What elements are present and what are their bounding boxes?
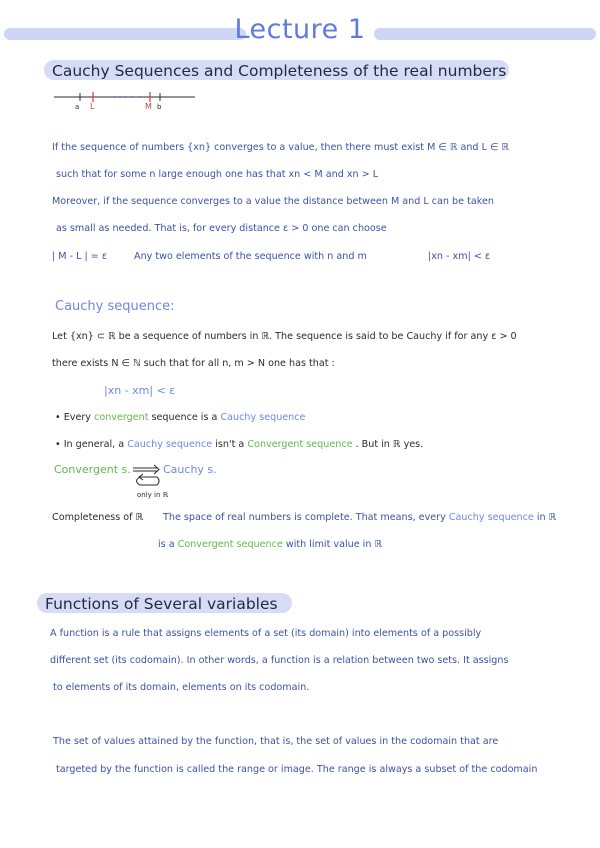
cauchy-formula: |xn - xm| < ε — [104, 384, 176, 397]
completeness-l1-post: in ℝ — [536, 512, 557, 523]
cauchy-heading: Cauchy sequence: — [55, 299, 175, 314]
completeness-l2-pre: is a — [158, 539, 175, 550]
section1-para-line-3: Moreover, if the sequence converges to a value the distance between M and L can be taken — [52, 196, 494, 207]
section1-formula-right: |xn - xm| < ε — [428, 251, 491, 262]
cauchy-definition-line-1: Let {xn} ⊂ ℝ be a sequence of numbers in ℝ. The sequence is said to be Cauchy if for any ε > 0 — [52, 331, 517, 342]
diagram-convergent-label: Convergent s. — [54, 463, 131, 476]
bullet1-mid: sequence is a — [151, 412, 218, 423]
section2-para2-line-2: targeted by the function is called the range or image. The range is always a subset of the codomain — [56, 764, 538, 775]
completeness-l2-post: with limit value in ℝ — [285, 539, 383, 550]
bullet1-convergent: convergent — [94, 412, 149, 423]
bullet2-convergent: Convergent sequence — [247, 439, 353, 450]
section1-formula-mid: Any two elements of the sequence with n and m — [134, 251, 367, 262]
cauchy-bullet-2 — [55, 439, 423, 450]
cauchy-definition-line-2: there exists N ∈ ℕ such that for all n, m > N one has that : — [52, 358, 335, 369]
number-line-label-L: L — [90, 102, 95, 111]
number-line-label-M: M — [145, 102, 152, 111]
number-line-label-b: b — [157, 103, 162, 111]
section1-heading: Cauchy Sequences and Completeness of the real numbers — [52, 62, 507, 80]
section2-para1-line-2: different set (its codomain). In other words, a function is a relation between two sets. It assigns — [50, 655, 509, 666]
completeness-line-1 — [163, 512, 556, 523]
section2-para2-line-1: The set of values attained by the function, that is, the set of values in the codomain that are — [53, 736, 499, 747]
page-title: Lecture 1 — [234, 14, 366, 45]
completeness-l2-convergent: Convergent sequence — [177, 539, 283, 550]
bullet1-cauchy: Cauchy sequence — [220, 412, 306, 423]
diagram-cauchy-label: Cauchy s. — [163, 463, 217, 476]
completeness-label: Completeness of ℝ — [52, 512, 144, 523]
section1-para-line-4: as small as needed. That is, for every distance ε > 0 one can choose — [56, 223, 387, 234]
diagram-note: only in ℝ — [137, 491, 169, 499]
completeness-line-2 — [158, 539, 382, 550]
section2-para1-line-1: A function is a rule that assigns elements of a set (its domain) into elements of a possibly — [50, 628, 482, 639]
section2-heading: Functions of Several variables — [45, 595, 278, 613]
bullet2-pre: • In general, a — [55, 439, 125, 450]
section1-para-line-1: If the sequence of numbers {xn} converges to a value, then there must exist M ∈ ℝ and L ∈ ℝ — [52, 142, 509, 153]
cauchy-bullet-1 — [55, 412, 305, 423]
completeness-l1-pre: The space of real numbers is complete. That means, every — [163, 512, 446, 523]
completeness-l1-cauchy: Cauchy sequence — [448, 512, 534, 523]
bullet2-mid: isn't a — [215, 439, 245, 450]
section2-para1-line-3: to elements of its domain, elements on its codomain. — [53, 682, 310, 693]
bullet2-cauchy: Cauchy sequence — [127, 439, 213, 450]
number-line-label-a: a — [75, 103, 80, 111]
implication-arrows-icon — [131, 460, 163, 488]
section1-formula-left: | M - L | = ε — [52, 251, 108, 262]
bullet1-pre: • Every — [55, 412, 91, 423]
section1-para-line-2: such that for some n large enough one has that xn < M and xn > L — [56, 169, 379, 180]
bullet2-post: . But in ℝ yes. — [355, 439, 424, 450]
